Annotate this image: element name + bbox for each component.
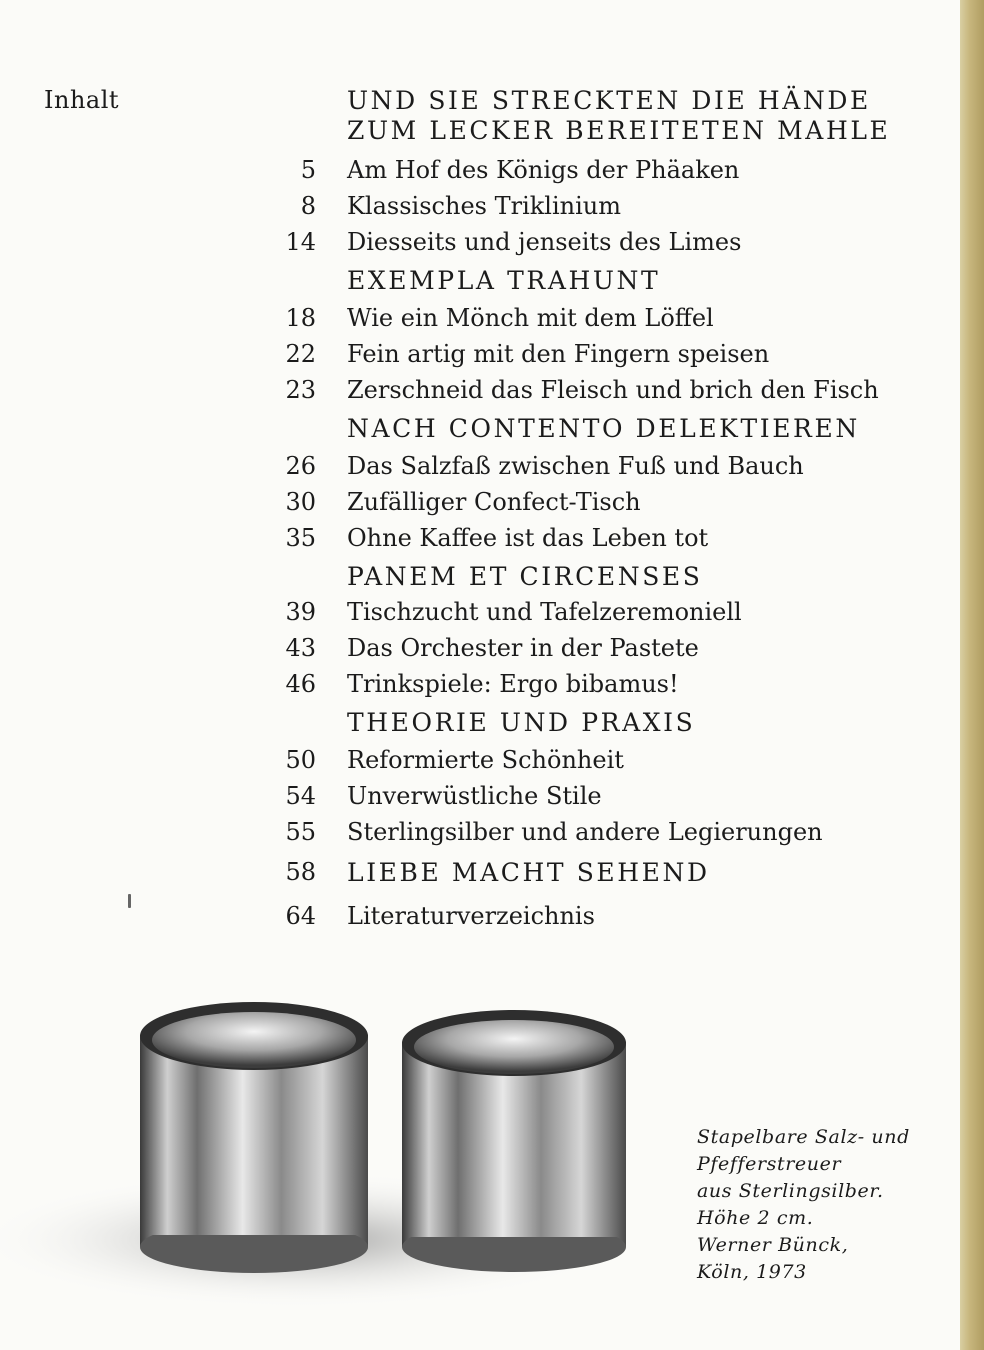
toc-section-title: THEORIE UND PRAXIS (347, 708, 696, 737)
toc-entry-row (0, 228, 960, 262)
toc-section-title: UND SIE STRECKTEN DIE HÄNDE (347, 86, 871, 115)
caption-line: Pfefferstreuer (697, 1153, 842, 1175)
toc-entry-title: Zerschneid das Fleisch und brich den Fisch (347, 376, 879, 404)
toc-entry-row (0, 598, 960, 632)
toc-entry-row (0, 782, 960, 816)
toc-entry-row (0, 452, 960, 486)
toc-entry-title: Das Salzfaß zwischen Fuß und Bauch (347, 452, 804, 480)
print-speck (128, 894, 131, 908)
toc-entry-row (0, 192, 960, 226)
salt-pepper-shakers-photo (0, 990, 680, 1310)
toc-section-title: EXEMPLA TRAHUNT (347, 266, 661, 295)
toc-entry-row (0, 746, 960, 780)
toc-entry-title: Literaturverzeichnis (347, 902, 595, 930)
toc-page-number: 64 (285, 902, 316, 930)
toc-entry-title: Zufälliger Confect-Tisch (347, 488, 641, 516)
book-cover-edge (960, 0, 984, 1350)
toc-entry-row (0, 488, 960, 522)
toc-page-number: 55 (285, 818, 316, 846)
toc-entry-row (0, 902, 960, 936)
salt-shaker (140, 1002, 368, 1273)
toc-entry-row (0, 156, 960, 190)
toc-entry-row (0, 304, 960, 338)
toc-page-number: 54 (285, 782, 316, 810)
toc-entry-row (0, 670, 960, 704)
toc-section-row (0, 116, 960, 150)
caption-line: Köln, 1973 (697, 1261, 807, 1283)
toc-entry-title: Tischzucht und Tafelzeremoniell (347, 598, 742, 626)
toc-entry-row (0, 376, 960, 410)
toc-entry-title: Unverwüstliche Stile (347, 782, 602, 810)
toc-page-number: 18 (285, 304, 316, 332)
toc-entry-title: Diesseits und jenseits des Limes (347, 228, 742, 256)
caption-line: Stapelbare Salz- und (697, 1126, 910, 1148)
toc-section-title: LIEBE MACHT SEHEND (347, 858, 710, 887)
toc-page-number: 35 (285, 524, 316, 552)
toc-entry-row (0, 524, 960, 558)
toc-section-title: PANEM ET CIRCENSES (347, 562, 703, 591)
toc-page-number: 14 (285, 228, 316, 256)
toc-page-number: 8 (300, 192, 316, 220)
toc-entry-row (0, 818, 960, 852)
caption-line: aus Sterlingsilber. (697, 1180, 884, 1202)
toc-section-row (0, 86, 960, 120)
toc-entry-title: Trinkspiele: Ergo bibamus! (347, 670, 679, 698)
toc-entry-title: Sterlingsilber und andere Legierungen (347, 818, 823, 846)
toc-entry-row (0, 340, 960, 374)
toc-entry-title: Das Orchester in der Pastete (347, 634, 699, 662)
toc-section-row (0, 414, 960, 448)
pepper-shaker (402, 1010, 626, 1272)
toc-entry-row (0, 634, 960, 668)
toc-page-number: 43 (285, 634, 316, 662)
toc-page-number: 23 (285, 376, 316, 404)
toc-entry-title: Klassisches Triklinium (347, 192, 621, 220)
caption-line: Werner Bünck, (697, 1234, 849, 1256)
toc-section-row (0, 858, 960, 892)
toc-page-number: 50 (285, 746, 316, 774)
toc-entry-title: Ohne Kaffee ist das Leben tot (347, 524, 709, 552)
toc-section-title: NACH CONTENTO DELEKTIEREN (347, 414, 860, 443)
toc-page-number: 30 (285, 488, 316, 516)
toc-page-number: 39 (285, 598, 316, 626)
toc-section-title: ZUM LECKER BEREITETEN MAHLE (347, 116, 891, 145)
toc-entry-title: Wie ein Mönch mit dem Löffel (347, 304, 714, 332)
photo-caption (697, 1124, 910, 1286)
toc-section-row (0, 708, 960, 742)
caption-line: Höhe 2 cm. (697, 1207, 814, 1229)
toc-section-row (0, 562, 960, 596)
toc-page-number: 26 (285, 452, 316, 480)
toc-entry-title: Reformierte Schönheit (347, 746, 624, 774)
toc-entry-title: Fein artig mit den Fingern speisen (347, 340, 770, 368)
toc-page-number: 58 (285, 858, 316, 886)
toc-page-number: 5 (300, 156, 316, 184)
toc-page-number: 46 (285, 670, 316, 698)
toc-entry-title: Am Hof des Königs der Phäaken (347, 156, 740, 184)
toc-page-number: 22 (285, 340, 316, 368)
page-heading: Inhalt (44, 86, 120, 114)
toc-section-row (0, 266, 960, 300)
